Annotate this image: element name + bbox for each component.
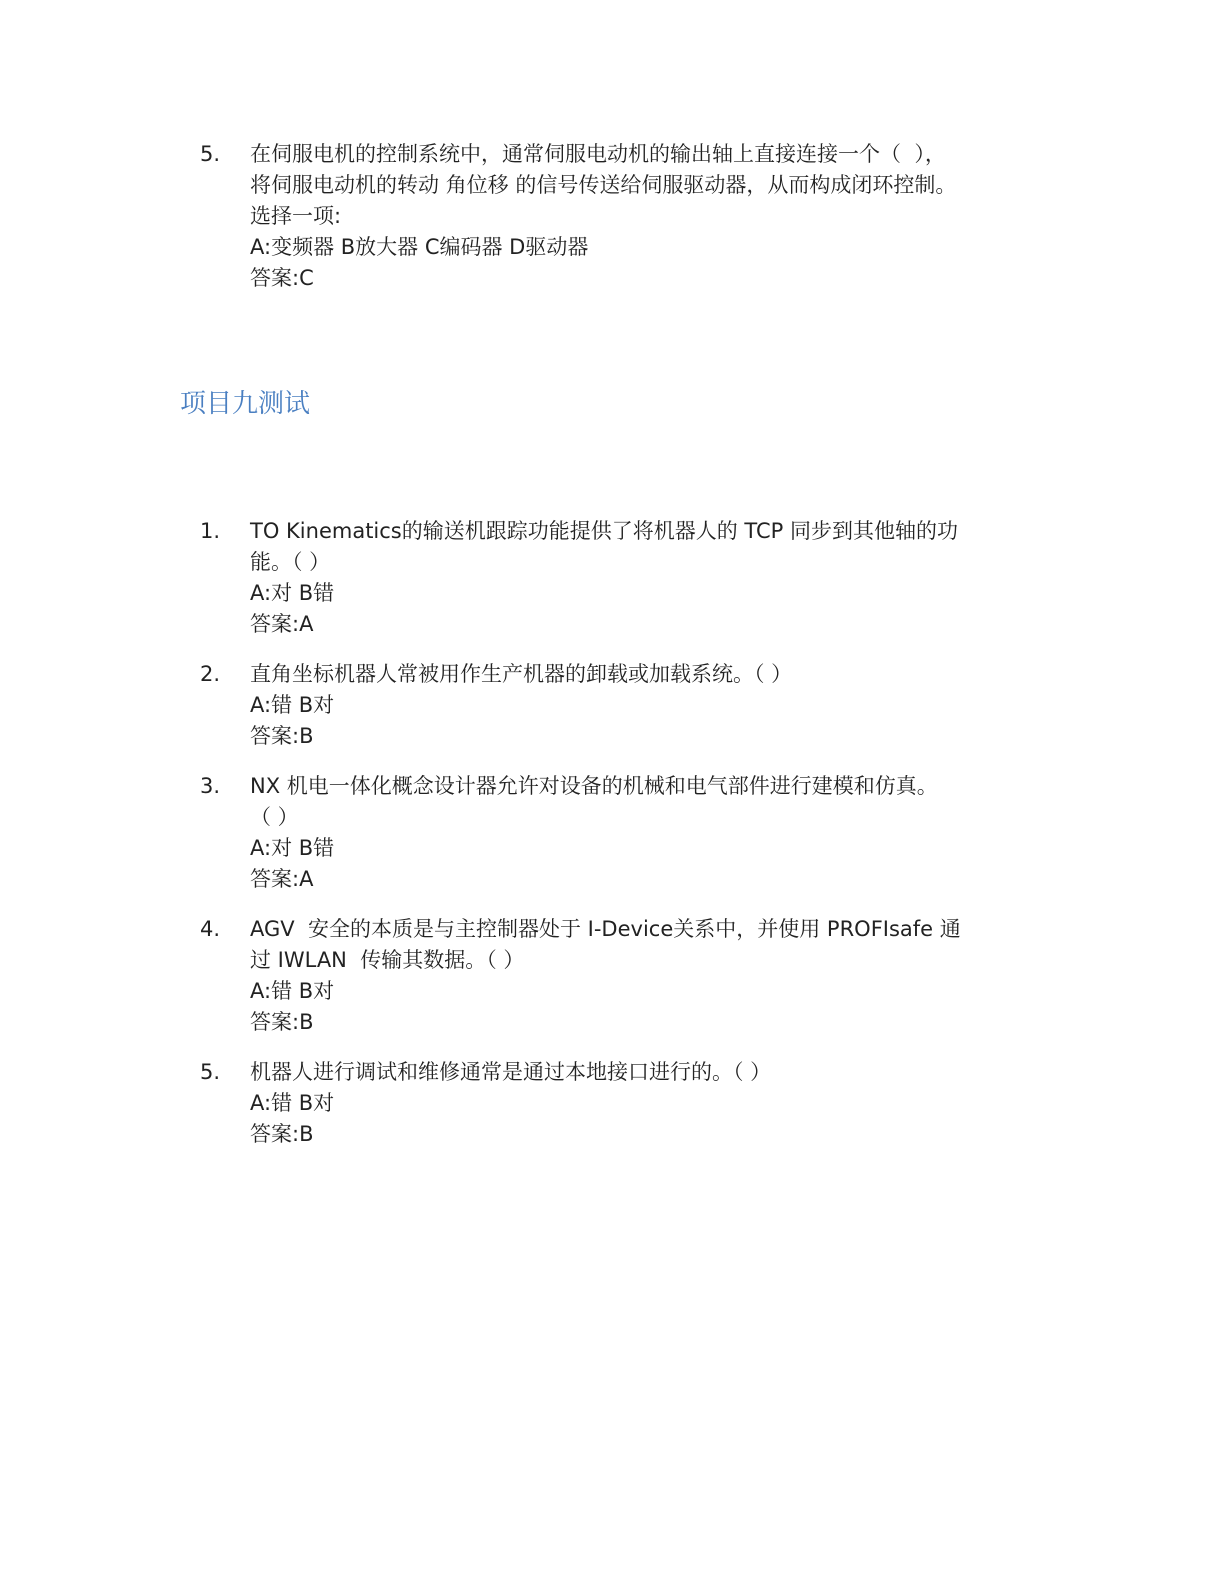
question-options: A:对 B错 [250,581,335,605]
question-text-line: NX 机电一体化概念设计器允许对设备的机械和电气部件进行建模和仿真。 [250,774,938,798]
question-text-line: （ ） [250,805,299,829]
question-options: A:错 B对 [250,693,335,717]
question-answer: 答案:B [250,724,314,748]
question-item [200,914,1060,1038]
question-options: A:错 B对 [250,979,335,1003]
question-options: A:变频器 B放大器 C编码器 D驱动器 [250,235,589,259]
question-item [200,1057,1060,1150]
question-item [200,139,1060,294]
question-text-line: 能。（ ） [250,550,331,574]
question-text-line: 选择一项: [250,204,342,228]
question-answer: 答案:A [250,867,314,891]
question-number: 2. [200,662,221,686]
question-number: 4. [200,917,221,941]
question-answer: 答案:B [250,1122,314,1146]
question-answer: 答案:C [250,266,314,290]
question-text-line: 直角坐标机器人常被用作生产机器的卸载或加载系统。（ ） [250,662,793,686]
question-text-line: 机器人进行调试和维修通常是通过本地接口进行的。（ ） [250,1060,772,1084]
question-answer: 答案:B [250,1010,314,1034]
question-body [250,1057,1060,1150]
question-number: 3. [200,774,221,798]
question-text-line: 在伺服电机的控制系统中，通常伺服电动机的输出轴上直接连接一个（ ）， [250,142,946,166]
question-options: A:对 B错 [250,836,335,860]
question-text-line: 过 IWLAN 传输其数据。（ ） [250,948,525,972]
question-number: 5. [200,1060,221,1084]
question-answer: 答案:A [250,612,314,636]
question-text-line: AGV 安全的本质是与主控制器处于 I-Device关系中，并使用 PROFIsafe 通 [250,917,961,941]
question-item [200,771,1060,895]
question-number: 1. [200,519,221,543]
question-number: 5. [200,142,221,166]
question-body [250,659,1060,752]
question-item [200,516,1060,640]
section-heading: 项目九测试 [180,389,311,419]
question-text-line: 将伺服电动机的转动 角位移 的信号传送给伺服驱动器，从而构成闭环控制。 [250,173,957,197]
question-body [250,139,1060,294]
question-body [250,516,1060,640]
question-options: A:错 B对 [250,1091,335,1115]
question-item [200,659,1060,752]
question-body [250,771,1060,895]
question-body [250,914,1060,1038]
question-text-line: TO Kinematics的输送机跟踪功能提供了将机器人的 TCP 同步到其他轴的功 [250,519,959,543]
